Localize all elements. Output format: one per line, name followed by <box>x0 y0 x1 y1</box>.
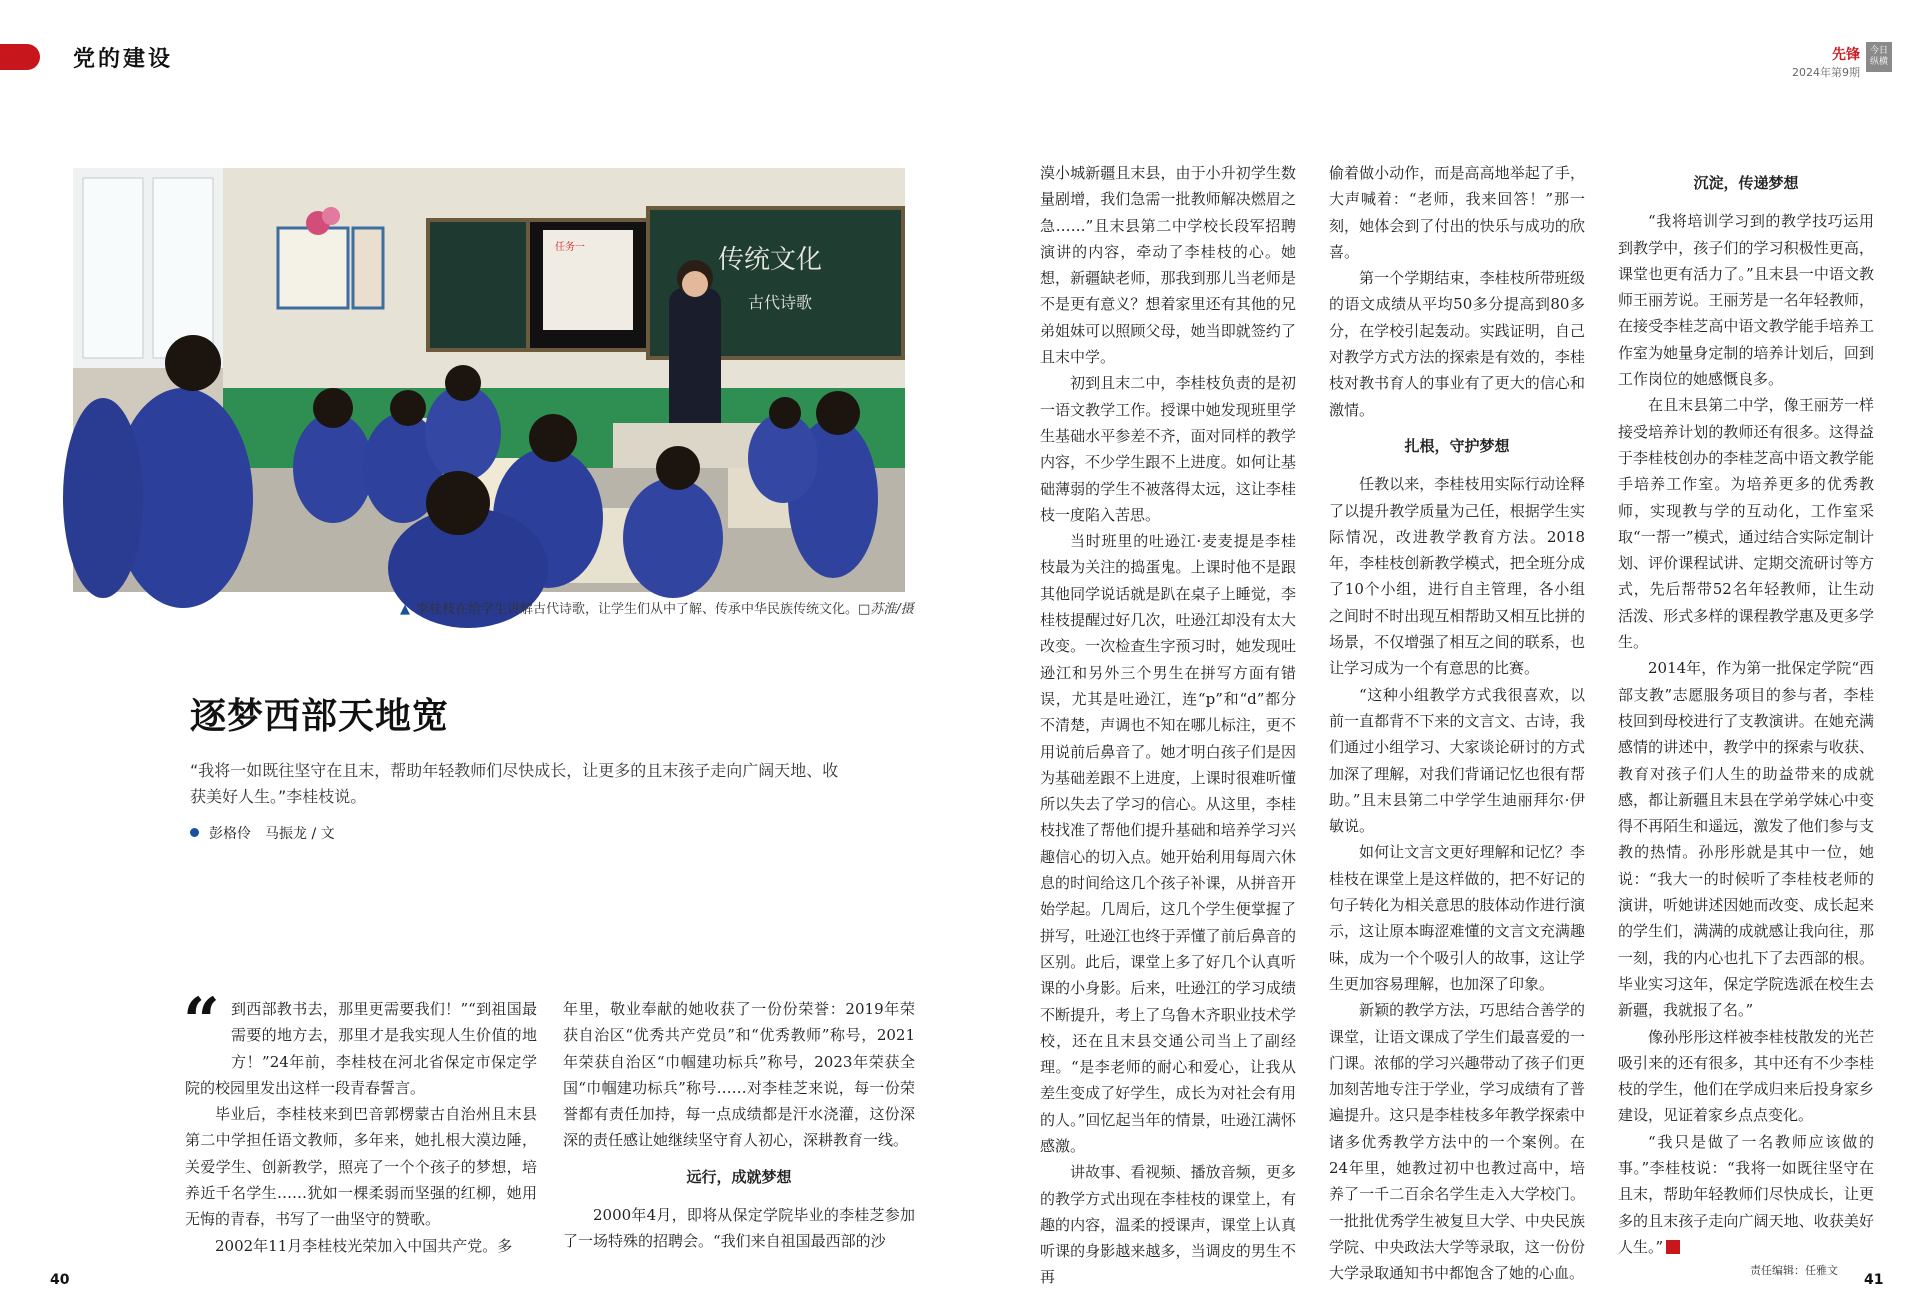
page-number-left: 40 <box>50 1272 70 1288</box>
responsible-editor: 责任编辑：任雅文 <box>1750 1264 1838 1277</box>
paragraph: 2002年11月李桂枝光荣加入中国共产党。多 <box>215 1236 513 1255</box>
quote-mark-icon: “ <box>183 984 220 1059</box>
end-mark-icon <box>1666 1240 1680 1254</box>
paragraph: 当时班里的吐逊江·麦麦提是李桂枝最为关注的捣蛋鬼。上课时他不是跟其他同学说话就是趴在桌子上睡觉，李桂枝提醒过好几次，吐逊江却没有太大改变。一次检查生字预习时，她发现吐逊江和另外三个男生在拼写方面有错误，尤其是吐逊江，连“p”和“d”都分不清楚，声调也不知在哪儿标注，更不用说前后鼻音了。她才明白孩子们是因为基础差跟不上进度，上课时很难听懂所以失去了学习的信心。从这里，李桂枝找准了帮他们提升基础和培养学习兴趣信心的切入点。她开始利用每周六休息的时间给这几个孩子补课，从拼音开始学起。几周后，这几个学生便掌握了拼写，吐逊江也终于弄懂了前后鼻音的区别。此后，课堂上多了好几个认真听课的小身影。后来，吐逊江的学习成绩不断提升，考上了乌鲁木齐职业技术学校，还在且末县交通公司当上了副经理。“是李老师的耐心和爱心，让我从差生变成了好学生，成长为对社会有用的人。”回忆起当年的情景，吐逊江满怀感激。 <box>1040 532 1296 1155</box>
paragraph: 毕业后，李桂枝来到巴音郭楞蒙古自治州且末县第二中学担任语文教师，多年来，她扎根大漠边陲，关爱学生、创新教学，照亮了一个个孩子的梦想，培养近千名学生……犹如一棵柔弱而坚强的红柳，她用无悔的青春，书写了一曲坚守的赞歌。 <box>185 1105 537 1229</box>
subheading: 扎根，守护梦想 <box>1404 436 1510 455</box>
article-byline <box>190 823 335 843</box>
section-tab-marker <box>0 44 40 70</box>
paragraph: 第一个学期结束，李桂枝所带班级的语文成绩从平均50多分提高到80多分，在学校引起轰动。实践证明，自己对教学方式方法的探索是有效的，李桂枝对教书育人的事业有了更大的信心和激情。 <box>1329 269 1585 419</box>
text-column-3 <box>1040 160 1296 1287</box>
text-column-5 <box>1618 160 1874 1254</box>
section-title: 党的建设 <box>73 46 174 72</box>
blackboard-subtext: 古代诗歌 <box>748 293 813 312</box>
paragraph: 2014年，作为第一批保定学院“西部支教”志愿服务项目的参与者，李桂枝回到母校进行了支教演讲。在她充满感情的讲述中，教学中的探索与收获、教育对孩子们人生的助益带来的成就感，都让新疆且末县在学弟学妹心中变得不再陌生和遥远，激发了他们参与支教的热情。孙彤彤就是其中一位，她说：“我大一的时候听了李桂枝老师的演讲，听她讲述因她而改变、成长起来的学生们，满满的成就感让我向往，那一刻，我的内心也扎下了去西部的根。毕业实习这年，保定学院选派在校生去新疆，我就报了名。” <box>1618 659 1874 1020</box>
slide-text: 任务一 <box>555 242 585 253</box>
paragraph: 漠小城新疆且末县，由于小升初学生数量剧增，我们急需一批教师解决燃眉之急……”且末县第二中学校长段军招聘演讲的内容，牵动了李桂枝的心。她想，新疆缺老师，那我到那儿当老师是不是更有意义？想着家里还有其他的兄弟姐妹可以照顾父母，她当即就签约了且末中学。 <box>1040 164 1296 367</box>
caption-text: 李桂枝在给学生讲解古代诗歌，让学生们从中了解、传承中华民族传统文化。 <box>416 602 859 617</box>
paragraph: 新颖的教学方法，巧思结合善学的课堂，让语文课成了学生们最喜爱的一门课。浓郁的学习兴趣带动了孩子们更加刻苦地专注于学业，学习成绩有了普遍提升。这只是李桂枝多年教学探索中诸多优秀教学方法中的一个案例。在24年里，她教过初中也教过高中，培养了一千二百余名学生走入大学校门。一批批优秀学生被复旦大学、中央民族学院、中央政法大学等录取，这一份份大学录取通知书中都饱含了她的心血。 <box>1329 1001 1585 1283</box>
classroom-photo <box>73 168 905 592</box>
byline-text: 彭格伶 马振龙 / 文 <box>209 826 335 842</box>
paragraph: 偷着做小动作，而是高高地举起了手，大声喊着：“老师，我来回答！”那一刻，她体会到了付出的快乐与成功的欣喜。 <box>1329 164 1585 261</box>
text-column-1 <box>185 996 537 1258</box>
paragraph: 在且末县第二中学，像王丽芳一样接受培养计划的教师还有很多。这得益于李桂枝创办的李桂芝高中语文教学能手培养工作室。为培养更多的优秀教师，实现教与学的互动化，工作室采取“一帮一”模式，通过结合实际定制计划、评价课程试讲、定期交流研讨等方式，先后帮带52名年轻教师，让生动活泼、形式多样的课程教学惠及更多学生。 <box>1618 396 1874 652</box>
magazine-brand <box>1792 44 1860 80</box>
brand-name: 先锋 <box>1832 47 1860 63</box>
brand-issue: 2024年第9期 <box>1792 66 1860 79</box>
paragraph: 像孙彤彤这样被李桂枝散发的光芒吸引来的还有很多，其中还有不少李桂枝的学生，他们在学成归来后投身家乡建设，见证着家乡点点变化。 <box>1618 1027 1874 1125</box>
paragraph: “我将培训学习到的教学技巧运用到教学中，孩子们的学习积极性更高，课堂也更有活力了。”且末县一中语文教师王丽芳说。王丽芳是一名年轻教师，在接受李桂芝高中语文教学能手培养工作室为她量身定制的培养计划后，回到工作岗位的她感慨良多。 <box>1618 212 1874 389</box>
photo-caption <box>400 598 914 617</box>
article-title: 逐梦西部天地宽 <box>190 696 450 737</box>
paragraph: 2000年4月，即将从保定学院毕业的李桂芝参加了一场特殊的招聘会。“我们来自祖国最西部的沙 <box>563 1206 915 1251</box>
text-column-4 <box>1329 160 1585 1283</box>
classroom-photo-illustration <box>73 168 905 592</box>
blackboard-text: 传统文化 <box>718 245 823 275</box>
page-number-right: 41 <box>1864 1272 1884 1288</box>
drop-quote-space <box>185 996 231 1072</box>
paragraph: 如何让文言文更好理解和记忆？李桂枝在课堂上是这样做的，把不好记的句子转化为相关意思的肢体动作进行演示，这让原本晦涩难懂的文言文充满趣味，成为一个个吸引人的故事，这让学生更加容易理解，也加深了印象。 <box>1329 843 1585 993</box>
text-column-2 <box>563 996 915 1258</box>
subheading: 远行，成就梦想 <box>686 1167 792 1186</box>
article-lede: “我将一如既往坚守在且末，帮助年轻教师们尽快成长，让更多的且末孩子走向广阔天地、收获美好人生。”李桂枝说。 <box>190 761 839 806</box>
paragraph: 讲故事、看视频、播放音频，更多的教学方式出现在李桂枝的课堂上，有趣的内容，温柔的授课声，课堂上认真听课的身影越来越多，当调皮的男生不再 <box>1040 1163 1296 1287</box>
paragraph: 到西部教书去，那里更需要我们！”“到祖国最需要的地方去，那里才是我实现人生价值的地方！”24年前，李桂枝在河北省保定市保定学院的校园里发出这样一段青春誓言。 <box>185 1000 537 1097</box>
caption-triangle-icon: ▲ <box>400 602 410 617</box>
paragraph: 年里，敬业奉献的她收获了一份份荣誉：2019年荣获自治区“优秀共产党员”和“优秀教师”称号，2021年荣获自治区“巾帼建功标兵”称号，2023年荣获全国“巾帼建功标兵”称号……对李桂芝来说，每一份荣誉都有责任加持，每一点成绩都是汗水浇灌，这份深深的责任感让她继续坚守育人初心，深耕教育一线。 <box>563 1000 915 1150</box>
paragraph: 初到且末二中，李桂枝负责的是初一语文教学工作。授课中她发现班里学生基础水平参差不齐，面对同样的教学内容，不少学生跟不上进度。如何让基础薄弱的学生不被落得太远，这让李桂枝一度陷入苦思。 <box>1040 374 1296 524</box>
byline-dot-icon <box>190 828 199 837</box>
paragraph: “这种小组教学方式我很喜欢，以前一直都背不下来的文言文、古诗，我们通过小组学习、大家谈论研讨的方式加深了理解，对我们背诵记忆也很有帮助。”且末县第二中学学生迪丽拜尔·伊敏说。 <box>1329 685 1585 836</box>
closing-paragraph-text: “我只是做了一名教师应该做的事。”李桂枝说：“我将一如既往坚守在且末，帮助年轻教师们尽快成长，让更多的且末孩子走向广阔天地、收获美好人生。” <box>1618 1132 1874 1256</box>
paragraph: 任教以来，李桂枝用实际行动诠释了以提升教学质量为己任，根据学生实际情况，改进教学教育方法。2018年，李桂枝创新教学模式，把全班分成了10个小组，进行自主管理，各小组之间时不时出现互相帮助又相互比拼的场景，不仅增强了相互之间的联系，也让学习成为一个有意思的比赛。 <box>1329 475 1585 678</box>
brand-tile: 今日 纵横 <box>1866 42 1892 72</box>
paragraph <box>1618 1129 1874 1260</box>
subheading: 沉淀，传递梦想 <box>1693 174 1799 192</box>
photo-credit: □苏淮/摄 <box>858 602 914 617</box>
